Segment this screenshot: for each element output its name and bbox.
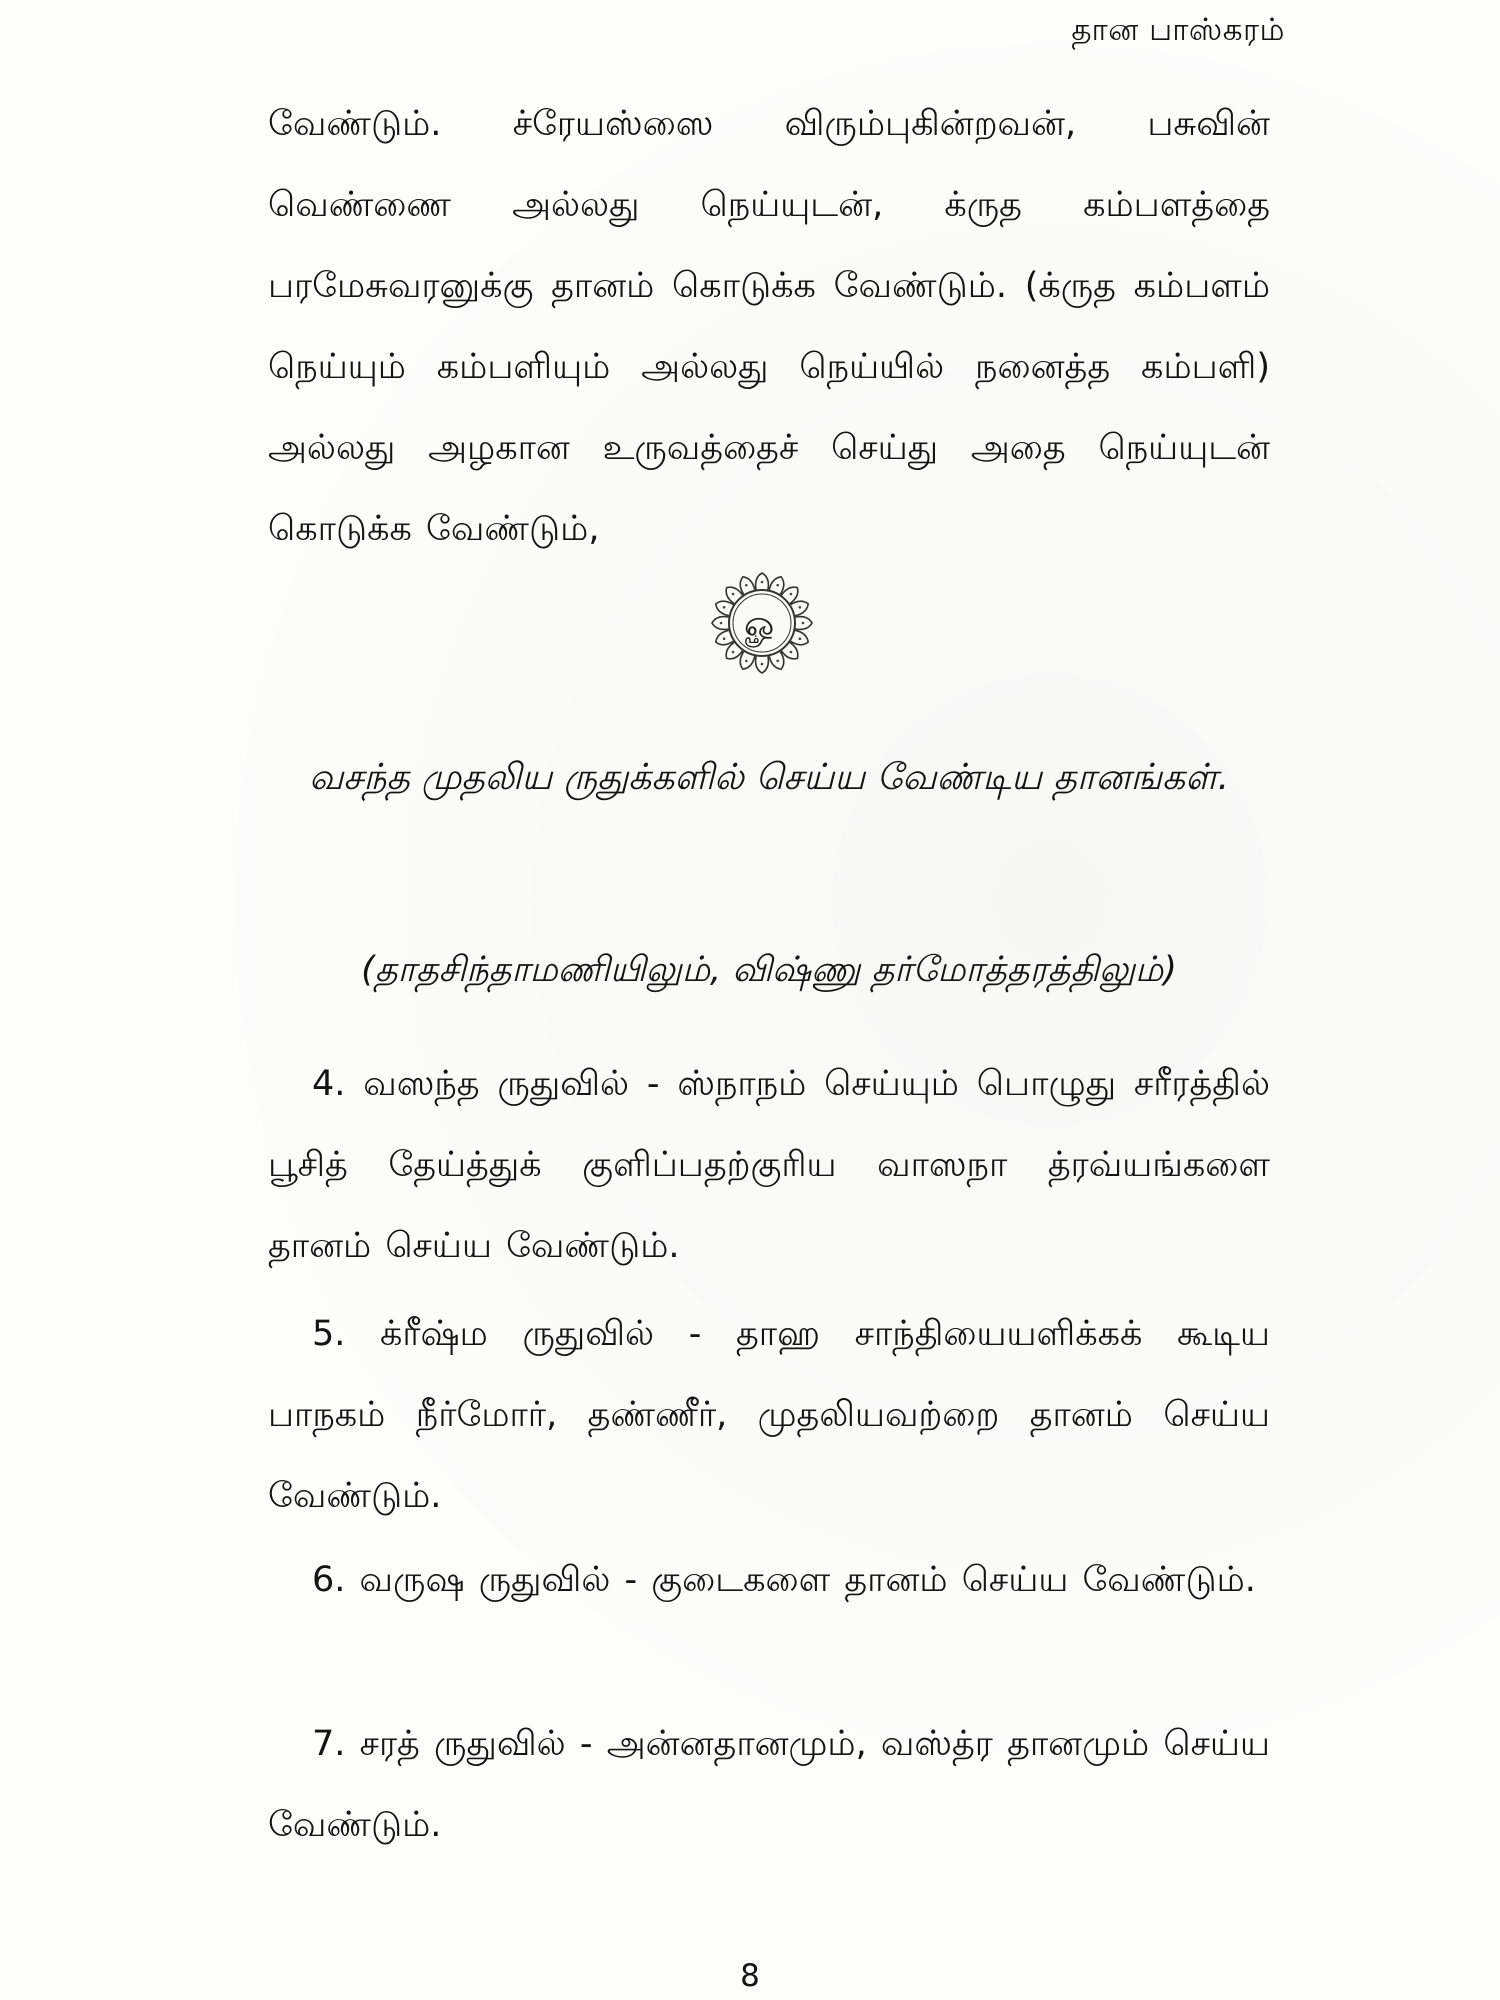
- lotus-petal: [781, 642, 797, 658]
- lotus-petal: [781, 587, 797, 603]
- petal-dot: [723, 637, 726, 640]
- om-symbol: ௐ: [744, 604, 780, 645]
- petal-dot: [799, 637, 802, 640]
- section-heading: வசந்த முதலிய ருதுக்களில் செய்ய வேண்டிய தானங்கள்.: [308, 757, 1230, 798]
- petal-dot: [802, 622, 805, 625]
- list-item-text: 5. க்ரீஷ்ம ருதுவில் - தாஹ சாந்தியையளிக்கக் கூடிய பாநகம் நீர்மோர், தண்ணீர், முதலியவற்றை தானம் செய்ய வேண்டும்.: [268, 1314, 1270, 1516]
- petal-dot: [776, 660, 779, 663]
- lotus-petal: [726, 642, 742, 658]
- page-number: 8: [740, 1958, 760, 1994]
- petal-dot: [790, 593, 793, 596]
- petal-dot: [720, 622, 723, 625]
- list-item-text: 4. வஸந்த ருதுவில் - ஸ்நாநம் செய்யும் பொழுது சரீரத்தில் பூசித் தேய்த்துக் குளிப்பதற்குரிய வாஸநா த்ரவ்யங்களை தானம் செய்ய வேண்டும்.: [268, 1064, 1270, 1266]
- petal-dot: [790, 651, 793, 654]
- section-source: (தாதசிந்தாமணியிலும், விஷ்ணு தர்மோத்தரத்திலும்): [361, 950, 1177, 990]
- petal-dot: [723, 606, 726, 609]
- lotus-petal: [726, 587, 742, 603]
- petal-dot: [745, 660, 748, 663]
- list-item-7: [268, 1704, 1270, 1866]
- petal-dot: [761, 581, 764, 584]
- petal-dot: [799, 606, 802, 609]
- petal-dot: [761, 663, 764, 666]
- petal-dot: [732, 651, 735, 654]
- list-item-text: 6. வருஷ ருதுவில் - குடைகளை தானம் செய்ய வேண்டும்.: [312, 1560, 1256, 1600]
- petal-dot: [776, 584, 779, 587]
- om-lotus-icon: [707, 568, 817, 678]
- list-item-5: [268, 1294, 1270, 1537]
- paragraph-continuation: வேண்டும். ச்ரேயஸ்ஸை விரும்புகின்றவன், பசுவின் வெண்ணை அல்லது நெய்யுடன், க்ருத கம்பளத்தை பரமேசுவரனுக்கு தானம் கொடுக்க வேண்டும். (க்ருத கம்பளம் நெய்யும் கம்பளியும் அல்லது நெய்யில் நனைத்த கம்பளி) அல்லது அழகான உருவத்தைச் செய்து அதை நெய்யுடன் கொடுக்க வேண்டும்,: [268, 104, 1270, 549]
- petal-dot: [732, 593, 735, 596]
- running-header: தான பாஸ்கரம்: [1071, 12, 1285, 48]
- list-item-6: [268, 1540, 1270, 1621]
- list-item-text: 7. சரத் ருதுவில் - அன்னதானமும், வஸ்த்ர தானமும் செய்ய வேண்டும்.: [268, 1724, 1270, 1845]
- list-item-4: [268, 1044, 1270, 1287]
- petal-dot: [745, 584, 748, 587]
